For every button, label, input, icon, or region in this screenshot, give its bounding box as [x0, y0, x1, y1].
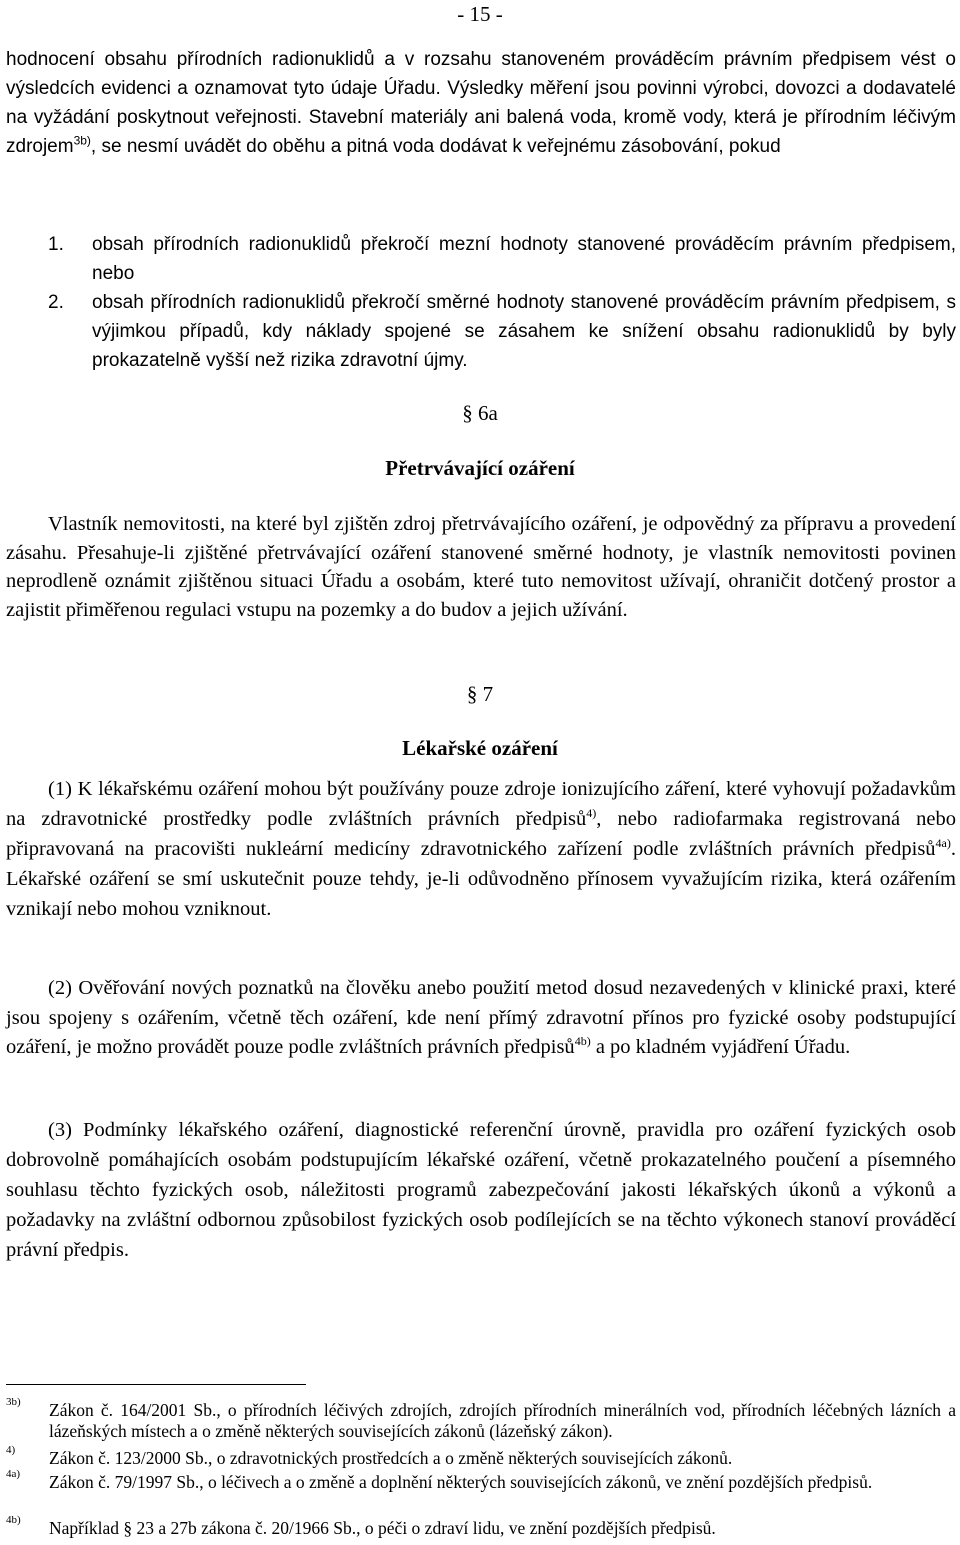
section-7-number: § 7 [466, 682, 494, 706]
footnote-ref-3b: 3b) [73, 133, 91, 148]
list-item [6, 230, 956, 288]
footnote-4a [6, 1468, 956, 1493]
condition-list [6, 230, 956, 375]
intro-text-2: , se nesmí uvádět do oběhu a pitná voda dodávat k veřejnému zásobování, pokud [90, 136, 781, 157]
footnote-ref-4b: 4b) [574, 1034, 591, 1049]
list-item-text: obsah přírodních radionuklidů překročí mezní hodnoty stanovené prováděcím právním předpisem, nebo [92, 234, 956, 284]
footnote-ref-4: 4) [586, 806, 597, 821]
footnote-3b [6, 1396, 956, 1442]
section-7-paragraph-2: (2) Ověřování nových poznatků na člověku anebo použití metod dosud nezavedených v klinické praxi, které jsou spojeny s ozářením, včetně těch ozáření, kde není přímý zdravotní přínos pro fyzické osoby podstupující ozáření, je možno provádět pouze podle zvláštních právních předpisů$^{4b)}$ a po kladném vyjádření Úřadu. [6, 977, 956, 1058]
footnote-divider [6, 1384, 306, 1385]
list-item-number: 1. [48, 234, 64, 255]
footnote-mark: 4b) [6, 1514, 21, 1526]
footnote-text: Zákon č. 123/2000 Sb., o zdravotnických prostředcích a o změně některých souvisejících zákonů. [49, 1448, 733, 1468]
section-7-title: Lékařské ozáření [402, 736, 558, 760]
section-7-paragraph-3: (3) Podmínky lékařského ozáření, diagnostické referenční úrovně, pravidla pro ozáření fyzických osob dobrovolně pomáhajících osobám podstupujícím lékařské ozáření, včetně prokazatelného poučení a písemného souhlasu těchto fyzických osob, náležitosti programů zabezpečování jakosti lékařských úkonů a výkonů a požadavky na zvláštní odbornou způsobilost fyzických osob podílejících se na těchto výkonech stanoví prováděcí právní předpis. [6, 1119, 956, 1261]
section-7-paragraph-1: (1) K lékařskému ozáření mohou být používány pouze zdroje ionizujícího záření, které vyhovují požadavkům na zdravotnické prostředky podle zvláštních právních předpisů$^{4)}$, nebo radiofarmaka registrovaná nebo připravovaná na pracovišti nukleární medicíny zdravotnického zařízení podle zvláštních právních předpisů$^{4a)}$. Lékařské ozáření se smí uskutečnit pouze tehdy, je-li odůvodněno přínosem vyvažujícím rizika, která ozářením vznikají nebo mohou vzniknout. [6, 778, 956, 920]
list-item-text: obsah přírodních radionuklidů překročí směrné hodnoty stanovené prováděcím právním předpisem, s výjimkou případů, kdy náklady spojené se zásahem ke snížení obsahu radionuklidů by byly prokazatelně vyšší než rizika zdravotní újmy. [92, 292, 956, 371]
footnote-text: Zákon č. 164/2001 Sb., o přírodních léčivých zdrojích, zdrojích přírodních minerálních vod, přírodních léčebných lázních a lázeňských místech a o změně některých souvisejících zákonů (lázeňský zákon). [49, 1400, 956, 1441]
intro-text-1: hodnocení obsahu přírodních radionuklidů a v rozsahu stanoveném prováděcím právním předpisem vést o výsledcích evidenci a oznamovat tyto údaje Úřadu. Výsledky měření jsou povinni výrobci, dovozci a dodavatelé na vyžádání poskytnout veřejnosti. Stavební materiály ani balená voda, kromě vody, která je přírodním léčivým zdrojem [6, 49, 956, 157]
footnote-ref-4a: 4a) [935, 836, 951, 851]
footnote-4 [6, 1444, 956, 1469]
intro-paragraph [6, 45, 956, 161]
footnote-text: Například § 23 a 27b zákona č. 20/1966 Sb., o péči o zdraví lidu, ve znění pozdějších předpisů. [49, 1518, 716, 1538]
list-item [6, 288, 956, 375]
footnote-mark: 4) [6, 1444, 16, 1456]
footnote-4b [6, 1514, 956, 1539]
page-number: - 15 - [457, 2, 503, 26]
footnote-mark: 4a) [6, 1468, 21, 1480]
section-6a-paragraph: Vlastník nemovitosti, na které byl zjištěn zdroj přetrvávajícího ozáření, je odpovědný za přípravu a provedení zásahu. Přesahuje-li zjištěné přetrvávající ozáření stanovené směrné hodnoty, je vlastník nemovitosti povinen neprodleně oznámit zjištěnou situaci Úřadu a osobám, které tuto nemovitost užívají, ohraničit dotčený prostor a zajistit přiměřenou regulaci vstupu na pozemky a do budov a jejich užívání. [6, 513, 956, 621]
footnote-mark: 3b) [6, 1396, 21, 1408]
section-6a-title: Přetrvávající ozáření [385, 456, 575, 480]
section-6a-number: § 6a [462, 401, 498, 425]
footnote-text: Zákon č. 79/1997 Sb., o léčivech a o změně a doplnění některých souvisejících zákonů, ve znění pozdějších předpisů. [49, 1472, 873, 1492]
list-item-number: 2. [48, 292, 64, 313]
